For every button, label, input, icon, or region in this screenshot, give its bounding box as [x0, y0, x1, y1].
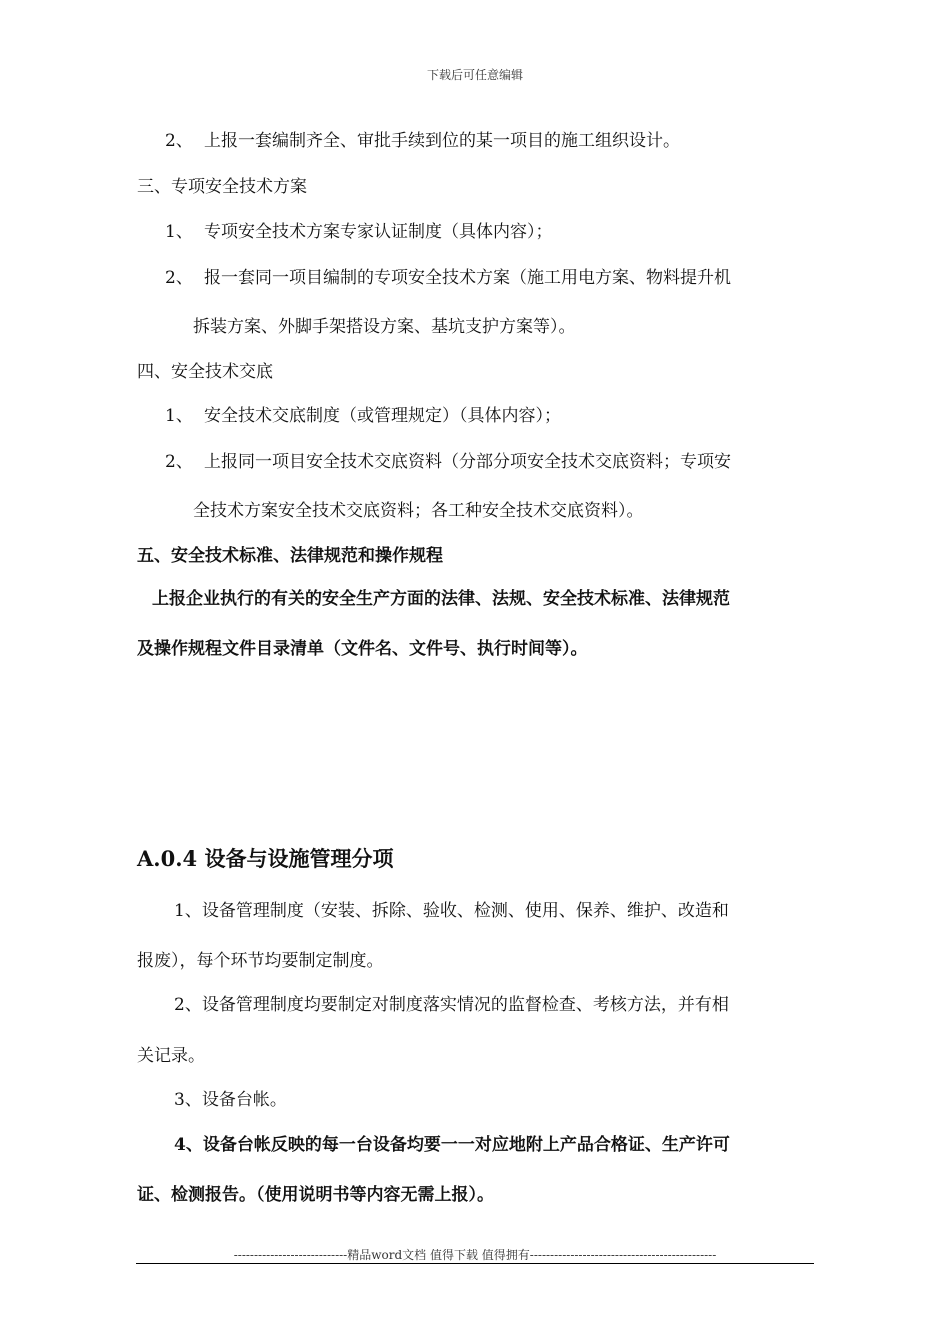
page-header: 下载后可任意编辑 — [426, 68, 523, 82]
section-heading-3: 三、专项安全技术方案 — [137, 177, 307, 197]
list-item-text: 上报一套编制齐全、审批手续到位的某一项目的施工组织设计。 — [204, 131, 680, 151]
list-item-text: 安全技术交底制度（或管理规定）（具体内容）； — [204, 406, 561, 426]
paragraph-line: 关记录。 — [137, 1046, 205, 1066]
paragraph-line: 4、设备台帐反映的每一台设备均要一一对应地附上产品合格证、生产许可 — [174, 1135, 730, 1155]
paragraph-line: 3、设备台帐。 — [174, 1090, 287, 1110]
page-footer: ----------------------------精品word文档 值得下载 值得拥有---------------------------------------------- — [233, 1248, 717, 1262]
paragraph-line: 及操作规程文件目录清单（文件名、文件号、执行时间等）。 — [137, 639, 588, 659]
paragraph-line: 1、设备管理制度（安装、拆除、验收、检测、使用、保养、维护、改造和 — [174, 901, 729, 921]
list-number: 2、 — [165, 452, 193, 472]
list-number: 1、 — [165, 222, 193, 242]
paragraph-line: 证、检测报告。（使用说明书等内容无需上报）。 — [137, 1185, 494, 1205]
list-number: 2、 — [165, 268, 193, 288]
list-item-text: 报一套同一项目编制的专项安全技术方案（施工用电方案、物料提升机 — [204, 268, 731, 288]
paragraph-line: 报废），每个环节均要制定制度。 — [137, 951, 384, 971]
list-item-continuation: 全技术方案安全技术交底资料；各工种安全技术交底资料）。 — [193, 501, 644, 521]
section-heading-5: 五、安全技术标准、法律规范和操作规程 — [137, 546, 443, 566]
list-number: 1、 — [165, 406, 193, 426]
paragraph-line: 上报企业执行的有关的安全生产方面的法律、法规、安全技术标准、法律规范 — [152, 589, 730, 609]
list-item-text: 专项安全技术方案专家认证制度（具体内容）； — [204, 222, 553, 242]
section-heading-4: 四、安全技术交底 — [137, 362, 273, 382]
list-item-text: 上报同一项目安全技术交底资料（分部分项安全技术交底资料；专项安 — [204, 452, 731, 472]
footer-rule — [136, 1263, 814, 1264]
subsection-title: A.0.4 设备与设施管理分项 — [137, 846, 394, 871]
paragraph-line: 2、设备管理制度均要制定对制度落实情况的监督检查、考核方法，并有相 — [174, 995, 729, 1015]
list-number: 2、 — [165, 131, 193, 151]
list-item-continuation: 拆装方案、外脚手架搭设方案、基坑支护方案等）。 — [193, 317, 576, 337]
